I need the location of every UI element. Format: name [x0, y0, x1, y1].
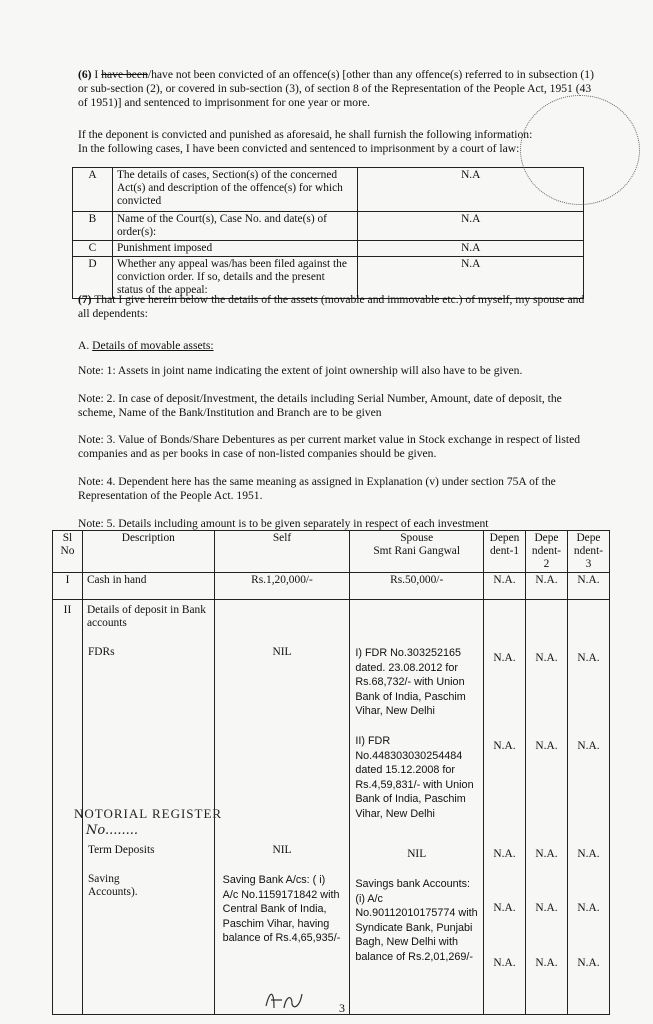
para7-text: That I give herein below the details of the assets (movable and immovable etc.) of myself, my spouse and all dependents:	[78, 293, 585, 320]
section-title: Details of movable assets:	[92, 339, 214, 352]
cell-code: A	[73, 168, 113, 212]
movable-assets-table	[52, 530, 610, 1015]
na-value: N.A.	[493, 957, 516, 969]
cell-code: D	[73, 257, 113, 299]
cell-label: Whether any appeal was/has been filed against the conviction order. If so, details and the present status of the appeal:	[112, 257, 358, 299]
na-value: N.A.	[493, 740, 516, 752]
fdrs-self: NIL	[272, 646, 292, 658]
deponent-paragraph: If the deponent is convicted and punished as aforesaid, he shall furnish the following information:	[78, 128, 533, 141]
notary-register-stamp: NOTORIAL REGISTER	[74, 806, 223, 821]
saving-spouse: Savings bank Accounts: (i) A/c No.90112010175774 with Syndicate Bank, Punjabi Bagh, New Delhi with balance of Rs.2,01,269/-	[355, 878, 478, 963]
term-spouse: NIL	[407, 848, 427, 860]
header-self: Self	[214, 531, 350, 573]
na-value: N.A.	[577, 902, 600, 914]
cases-paragraph: In the following cases, I have been convicted and sentenced to imprisonment by a court of law:	[78, 142, 520, 155]
paragraph-6	[78, 68, 598, 110]
fdr-1: I) FDR No.303252165 dated. 23.08.2012 for Rs.68,732/- with Union Bank of India, Paschim Vihar, New Delhi	[355, 647, 466, 717]
conviction-table	[72, 167, 584, 299]
note-5: Note: 5. Details including amount is to be given separately in respect of each investment	[78, 517, 489, 530]
page-number: 3	[339, 1001, 345, 1015]
cell-spouse	[350, 600, 484, 1015]
paragraph-number: (6)	[78, 68, 92, 81]
na-value: N.A.	[493, 848, 516, 860]
note-1: Note: 1: Assets in joint name indicating the extent of joint ownership will also have to be given.	[78, 364, 523, 377]
cell-value: N.A	[358, 168, 584, 212]
struck-text: have been	[101, 68, 148, 81]
note-2: Note: 2. In case of deposit/Investment, the details including Serial Number, Amount, date of deposit, the scheme, Name of the Bank/Institution and Branch are to be given	[78, 392, 562, 419]
paragraph-number: (7)	[78, 293, 92, 306]
header-sl: Sl No	[53, 531, 83, 573]
na-value: N.A.	[577, 848, 600, 860]
notary-number: No........	[86, 823, 139, 838]
na-value: N.A.	[535, 848, 558, 860]
term-deposits-label: Term Deposits	[87, 844, 155, 856]
cell-dependent-1: N.A.	[484, 573, 526, 600]
cell-description: Cash in hand	[82, 573, 214, 600]
deposit-description: Details of deposit in Bank accounts	[86, 604, 206, 629]
table-header-row	[53, 531, 610, 573]
table-row	[73, 212, 584, 241]
note-3: Note: 3. Value of Bonds/Share Debentures as per current market value in Stock exchange in respect of listed companies and as per books in case of non-listed companies should be given.	[78, 433, 581, 460]
section-prefix: A.	[78, 339, 93, 352]
cell-sl: I	[53, 573, 83, 600]
saving-self: Saving Bank A/cs: ( i) A/c No.1159171842 with Central Bank of India, Paschim Vihar, having balance of Rs.4,65,935/-	[222, 874, 341, 944]
cell-dependent-3: N.A.	[567, 573, 609, 600]
spouse-label: Spouse	[400, 532, 434, 544]
header-dependent-2: Depe ndent-2	[526, 531, 568, 573]
cell-code: C	[73, 241, 113, 257]
na-value: N.A.	[535, 957, 558, 969]
para6-pre: I	[91, 68, 102, 81]
na-value: N.A.	[535, 902, 558, 914]
para6-text: /have not been convicted of an offence(s) [other than any offence(s) referred to in subsection (1) or sub-section (2), or covered in sub-section (3), of section 8 of the Representation of the People Act, 1951 (43 of 1951)] and sentenced to imprisonment for one year or more.	[78, 68, 594, 109]
cell-dependent-3	[567, 600, 609, 1015]
cell-dependent-2: N.A.	[526, 573, 568, 600]
fdr-2: II) FDR No.448303030254484 dated 15.12.2008 for Rs.4,59,831/- with Union Bank of India, Paschim Vihar, New Delhi	[355, 735, 474, 820]
cell-label: Punishment imposed	[112, 241, 358, 257]
header-dependent-3: Depe ndent-3	[567, 531, 609, 573]
cell-code: B	[73, 212, 113, 241]
note-4: Note: 4. Dependent here has the same meaning as assigned in Explanation (v) under section 75A of the Representation of the People Act. 1951.	[78, 475, 556, 502]
handwritten-initials	[262, 986, 312, 1016]
na-value: N.A.	[493, 652, 516, 664]
na-value: N.A.	[577, 652, 600, 664]
spouse-name: Smt Rani Gangwal	[373, 545, 461, 557]
court-seal-stamp	[520, 95, 640, 205]
cell-spouse: Rs.50,000/-	[350, 573, 484, 600]
header-description: Description	[82, 531, 214, 573]
cell-value: N.A	[358, 241, 584, 257]
cell-self	[214, 600, 350, 1015]
cell-label: Name of the Court(s), Case No. and date(s) of order(s):	[112, 212, 358, 241]
table-row	[73, 241, 584, 257]
header-spouse	[350, 531, 484, 573]
paragraph-7	[78, 293, 598, 321]
na-value: N.A.	[577, 740, 600, 752]
cell-value: N.A	[358, 212, 584, 241]
na-value: N.A.	[577, 957, 600, 969]
term-self: NIL	[272, 844, 292, 856]
cell-dependent-1	[484, 600, 526, 1015]
table-row-cash	[53, 573, 610, 600]
cell-label: The details of cases, Section(s) of the concerned Act(s) and description of the offence(s) for which convicted	[112, 168, 358, 212]
fdrs-label: FDRs	[87, 646, 115, 658]
cell-value: N.A	[358, 257, 584, 299]
saving-accounts-label: Saving Accounts).	[87, 873, 138, 898]
section-a-heading	[78, 339, 598, 353]
na-value: N.A.	[535, 740, 558, 752]
header-dependent-1: Depen dent-1	[484, 531, 526, 573]
na-value: N.A.	[535, 652, 558, 664]
cell-self: Rs.1,20,000/-	[214, 573, 350, 600]
na-value: N.A.	[493, 902, 516, 914]
table-row	[73, 168, 584, 212]
sl-text: II	[63, 604, 72, 616]
cell-dependent-2	[526, 600, 568, 1015]
